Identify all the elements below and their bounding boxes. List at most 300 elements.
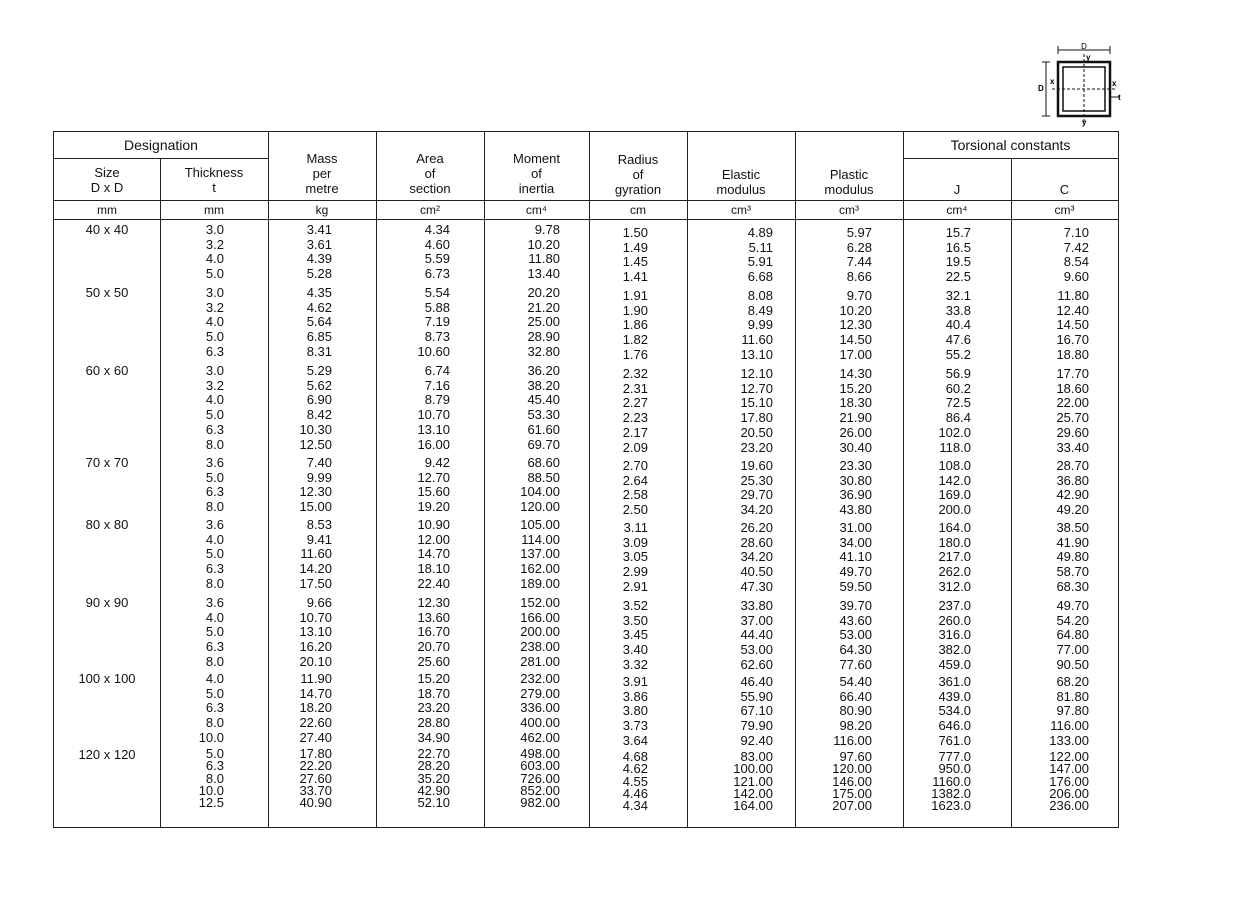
table-cell: 1.82 bbox=[622, 332, 648, 348]
table-cell: 3.91 bbox=[622, 674, 648, 689]
table-cell: 3.50 bbox=[622, 612, 648, 628]
table-cell: 1.86 bbox=[622, 317, 648, 333]
table-cell: 53.30 bbox=[527, 407, 560, 423]
table-cell: 166.00 bbox=[520, 609, 560, 625]
table-cell: 18.10 bbox=[417, 561, 450, 577]
table-cell: 49.70 bbox=[839, 564, 872, 580]
table-cell: 97.60 bbox=[839, 749, 872, 764]
unit-torsional-c: cm³ bbox=[1054, 203, 1075, 217]
table-cell: 41.90 bbox=[1056, 534, 1089, 550]
table-cell: 19.20 bbox=[417, 499, 450, 515]
table-cell: 238.00 bbox=[520, 639, 560, 655]
table-cell: 7.16 bbox=[424, 377, 450, 393]
table-cell: 175.00 bbox=[832, 785, 872, 801]
col-divider bbox=[589, 132, 590, 827]
table-cell: 92.40 bbox=[740, 732, 773, 748]
table-cell: 6.3 bbox=[205, 639, 224, 655]
table-cell: 5.64 bbox=[306, 314, 332, 330]
table-cell: 6.68 bbox=[747, 269, 773, 285]
table-cell: 31.00 bbox=[839, 520, 872, 535]
table-cell: 236.00 bbox=[1049, 798, 1089, 814]
table-cell: 5.54 bbox=[424, 285, 450, 300]
table-cell: 4.34 bbox=[622, 798, 648, 814]
table-cell: 3.6 bbox=[205, 595, 224, 610]
table-cell: 852.00 bbox=[520, 782, 560, 798]
section-properties-table bbox=[53, 131, 1119, 828]
table-cell: 439.0 bbox=[938, 688, 971, 704]
table-cell: 1.76 bbox=[622, 346, 648, 362]
unit-torsional-j: cm⁴ bbox=[946, 203, 968, 217]
table-cell: 19.5 bbox=[945, 254, 971, 270]
table-cell: 5.0 bbox=[205, 746, 224, 761]
table-cell: 17.80 bbox=[299, 746, 332, 761]
diagram-label-x-left: x bbox=[1050, 77, 1055, 86]
header-moment-1: Moment bbox=[513, 151, 560, 166]
table-cell: 14.50 bbox=[1056, 317, 1089, 333]
table-cell: 3.05 bbox=[622, 549, 648, 565]
table-cell: 5.28 bbox=[306, 266, 332, 282]
table-cell: 41.10 bbox=[839, 549, 872, 565]
table-cell: 90.50 bbox=[1056, 656, 1089, 672]
diagram-label-d-top: D bbox=[1081, 42, 1087, 51]
table-cell: 15.60 bbox=[417, 484, 450, 500]
table-cell: 1382.0 bbox=[931, 785, 971, 801]
table-cell: 4.0 bbox=[205, 671, 224, 686]
table-cell: 14.70 bbox=[299, 685, 332, 701]
table-cell: 23.20 bbox=[417, 700, 450, 716]
row-divider bbox=[54, 200, 1118, 201]
table-cell: 10.20 bbox=[839, 302, 872, 318]
table-cell: 30.80 bbox=[839, 472, 872, 488]
table-cell: 33.70 bbox=[299, 782, 332, 798]
table-cell: 108.0 bbox=[938, 458, 971, 473]
table-cell: 3.40 bbox=[622, 642, 648, 658]
table-cell: 55.90 bbox=[740, 688, 773, 704]
diagram-label-t: t bbox=[1118, 93, 1121, 102]
table-cell: 118.0 bbox=[939, 439, 971, 455]
header-area-2: of bbox=[424, 166, 436, 181]
table-cell: 6.73 bbox=[424, 266, 450, 282]
table-cell: 105.00 bbox=[520, 517, 560, 532]
table-cell: 18.60 bbox=[1056, 380, 1089, 396]
table-cell: 4.60 bbox=[424, 236, 450, 252]
table-cell: 49.70 bbox=[1056, 598, 1089, 613]
table-cell: 34.20 bbox=[740, 502, 773, 518]
table-cell: 12.70 bbox=[417, 469, 450, 485]
table-cell: 14.70 bbox=[417, 546, 450, 562]
table-cell: 68.60 bbox=[527, 455, 560, 470]
table-cell: 15.10 bbox=[740, 395, 773, 411]
table-cell: 950.0 bbox=[938, 761, 971, 777]
table-cell: 982.00 bbox=[520, 795, 560, 811]
size-label: 60 x 60 bbox=[85, 363, 129, 378]
table-cell: 152.00 bbox=[520, 595, 560, 610]
table-cell: 22.5 bbox=[945, 269, 971, 285]
table-cell: 5.97 bbox=[846, 225, 872, 240]
table-cell: 18.30 bbox=[839, 395, 872, 411]
table-cell: 116.00 bbox=[833, 732, 872, 748]
header-size-line2: D x D bbox=[90, 180, 124, 195]
table-cell: 17.00 bbox=[839, 346, 872, 362]
table-cell: 32.80 bbox=[527, 343, 560, 359]
table-cell: 36.80 bbox=[1056, 472, 1089, 488]
table-cell: 1623.0 bbox=[931, 798, 971, 814]
table-cell: 200.00 bbox=[520, 624, 560, 640]
table-cell: 382.0 bbox=[938, 642, 971, 658]
table-cell: 9.70 bbox=[846, 288, 872, 303]
table-cell: 42.90 bbox=[417, 782, 450, 798]
table-cell: 17.50 bbox=[299, 575, 332, 591]
table-cell: 102.0 bbox=[938, 424, 971, 440]
table-cell: 4.0 bbox=[205, 251, 224, 267]
table-cell: 27.40 bbox=[299, 729, 332, 745]
table-cell: 8.73 bbox=[424, 329, 450, 345]
table-cell: 83.00 bbox=[740, 749, 773, 764]
row-divider bbox=[54, 219, 1118, 220]
unit-moment: cm⁴ bbox=[525, 203, 548, 217]
table-cell: 2.91 bbox=[622, 578, 648, 594]
col-divider bbox=[160, 158, 161, 827]
row-divider bbox=[903, 158, 1118, 159]
header-plastic-2: modulus bbox=[824, 182, 874, 197]
table-cell: 56.9 bbox=[945, 366, 971, 381]
table-cell: 49.20 bbox=[1056, 502, 1089, 518]
table-cell: 38.50 bbox=[1056, 520, 1089, 535]
diagram-label-y-bottom: y bbox=[1082, 118, 1087, 127]
table-cell: 38.20 bbox=[527, 377, 560, 393]
table-cell: 54.40 bbox=[839, 674, 872, 689]
header-radius-3: gyration bbox=[614, 182, 662, 197]
table-cell: 40.4 bbox=[945, 317, 971, 333]
table-cell: 12.50 bbox=[299, 436, 332, 452]
table-cell: 6.3 bbox=[205, 700, 224, 716]
table-cell: 43.60 bbox=[839, 612, 872, 628]
header-area-3: section bbox=[409, 181, 451, 196]
table-cell: 8.0 bbox=[205, 770, 224, 786]
table-cell: 46.40 bbox=[740, 674, 773, 689]
table-cell: 2.64 bbox=[622, 472, 648, 488]
table-cell: 3.64 bbox=[622, 732, 648, 748]
table-cell: 232.00 bbox=[520, 671, 560, 686]
table-cell: 4.0 bbox=[205, 392, 224, 408]
table-cell: 3.6 bbox=[205, 517, 224, 532]
table-cell: 11.80 bbox=[1057, 288, 1089, 303]
table-cell: 316.0 bbox=[938, 627, 971, 643]
table-cell: 1.41 bbox=[622, 269, 648, 285]
table-cell: 77.60 bbox=[839, 656, 872, 672]
table-cell: 2.32 bbox=[622, 366, 648, 381]
size-label: 100 x 100 bbox=[78, 671, 136, 686]
table-cell: 3.45 bbox=[622, 627, 648, 643]
col-divider bbox=[903, 132, 904, 827]
table-cell: 4.34 bbox=[424, 222, 450, 237]
table-cell: 4.0 bbox=[205, 609, 224, 625]
table-cell: 47.6 bbox=[945, 332, 971, 348]
table-cell: 28.20 bbox=[417, 758, 450, 774]
table-cell: 43.80 bbox=[839, 502, 872, 518]
size-label: 120 x 120 bbox=[78, 747, 136, 762]
table-cell: 81.80 bbox=[1056, 688, 1089, 704]
table-cell: 33.40 bbox=[1056, 439, 1089, 455]
table-cell: 2.50 bbox=[622, 502, 648, 518]
table-cell: 10.30 bbox=[299, 421, 332, 437]
table-cell: 603.00 bbox=[520, 758, 560, 774]
table-cell: 6.90 bbox=[306, 392, 332, 408]
header-torsional: Torsional constants bbox=[950, 137, 1071, 153]
table-cell: 7.42 bbox=[1063, 239, 1089, 255]
table-cell: 72.5 bbox=[945, 395, 971, 411]
table-cell: 12.70 bbox=[740, 380, 773, 396]
table-cell: 142.0 bbox=[938, 472, 971, 488]
table-cell: 6.28 bbox=[846, 239, 872, 255]
table-cell: 5.91 bbox=[747, 254, 773, 270]
table-cell: 22.00 bbox=[1056, 395, 1089, 411]
table-cell: 45.40 bbox=[527, 392, 560, 408]
table-cell: 52.10 bbox=[417, 795, 450, 811]
table-cell: 54.20 bbox=[1056, 612, 1089, 628]
table-cell: 120.00 bbox=[832, 761, 872, 777]
table-cell: 4.62 bbox=[622, 761, 648, 777]
table-cell: 7.10 bbox=[1063, 225, 1089, 240]
table-cell: 5.0 bbox=[205, 266, 224, 282]
table-cell: 1.49 bbox=[622, 239, 648, 255]
header-mass-1: Mass bbox=[306, 151, 338, 166]
table-cell: 9.41 bbox=[306, 531, 332, 547]
table-cell: 361.0 bbox=[938, 674, 971, 689]
table-cell: 176.00 bbox=[1049, 773, 1089, 789]
table-cell: 2.09 bbox=[622, 439, 648, 455]
header-mass-3: metre bbox=[305, 181, 339, 196]
table-cell: 37.00 bbox=[740, 612, 773, 628]
table-cell: 34.90 bbox=[417, 729, 450, 745]
table-cell: 281.00 bbox=[520, 653, 560, 669]
rhs-section-diagram bbox=[1030, 40, 1130, 130]
table-cell: 8.0 bbox=[205, 499, 224, 515]
table-cell: 5.88 bbox=[424, 299, 450, 315]
header-plastic-1: Plastic bbox=[829, 167, 869, 182]
table-cell: 60.2 bbox=[945, 380, 971, 396]
table-cell: 64.30 bbox=[839, 642, 872, 658]
table-cell: 200.0 bbox=[938, 502, 971, 518]
table-cell: 1.91 bbox=[622, 288, 648, 303]
table-cell: 26.00 bbox=[839, 424, 872, 440]
table-cell: 35.20 bbox=[417, 770, 450, 786]
table-cell: 162.00 bbox=[520, 561, 560, 577]
table-cell: 44.40 bbox=[740, 627, 773, 643]
table-cell: 55.2 bbox=[945, 346, 971, 362]
size-label: 70 x 70 bbox=[85, 455, 129, 470]
table-cell: 34.20 bbox=[740, 549, 773, 565]
table-cell: 42.90 bbox=[1056, 487, 1089, 503]
table-cell: 16.70 bbox=[417, 624, 450, 640]
unit-mass: kg bbox=[315, 203, 329, 217]
table-cell: 5.0 bbox=[205, 624, 224, 640]
table-cell: 122.00 bbox=[1049, 749, 1089, 764]
unit-plastic: cm³ bbox=[839, 203, 859, 217]
table-cell: 207.00 bbox=[832, 798, 872, 814]
header-size-line1: Size bbox=[94, 165, 120, 180]
table-cell: 27.60 bbox=[299, 770, 332, 786]
table-cell: 86.4 bbox=[945, 410, 971, 426]
table-cell: 29.70 bbox=[740, 487, 773, 503]
table-cell: 100.00 bbox=[733, 761, 773, 777]
table-cell: 312.0 bbox=[938, 578, 971, 594]
table-cell: 30.40 bbox=[839, 439, 872, 455]
table-cell: 9.66 bbox=[306, 595, 332, 610]
table-cell: 5.0 bbox=[205, 685, 224, 701]
table-cell: 116.00 bbox=[1050, 718, 1089, 734]
table-cell: 22.70 bbox=[417, 746, 450, 761]
table-cell: 15.00 bbox=[299, 499, 332, 515]
table-cell: 12.10 bbox=[740, 366, 773, 381]
table-cell: 8.66 bbox=[846, 269, 872, 285]
table-cell: 3.61 bbox=[306, 236, 332, 252]
table-cell: 462.00 bbox=[520, 729, 560, 745]
table-cell: 11.60 bbox=[300, 546, 332, 562]
table-cell: 4.62 bbox=[306, 299, 332, 315]
table-cell: 12.40 bbox=[1056, 302, 1089, 318]
table-cell: 28.60 bbox=[740, 534, 773, 550]
table-cell: 53.00 bbox=[740, 642, 773, 658]
table-cell: 8.08 bbox=[747, 288, 773, 303]
table-cell: 20.70 bbox=[417, 639, 450, 655]
table-cell: 646.0 bbox=[938, 718, 971, 734]
table-cell: 164.00 bbox=[733, 798, 773, 814]
table-cell: 17.80 bbox=[740, 410, 773, 426]
size-label: 50 x 50 bbox=[85, 285, 129, 300]
table-cell: 29.60 bbox=[1056, 424, 1089, 440]
table-cell: 2.58 bbox=[622, 487, 648, 503]
table-cell: 6.74 bbox=[424, 363, 450, 378]
table-cell: 6.3 bbox=[205, 343, 224, 359]
table-cell: 8.0 bbox=[205, 715, 224, 731]
table-cell: 12.5 bbox=[198, 795, 224, 811]
table-cell: 336.00 bbox=[520, 700, 560, 716]
table-cell: 2.31 bbox=[622, 380, 648, 396]
table-cell: 3.0 bbox=[205, 363, 224, 378]
table-cell: 18.70 bbox=[417, 685, 450, 701]
table-cell: 33.80 bbox=[740, 598, 773, 613]
table-cell: 10.20 bbox=[527, 236, 560, 252]
table-cell: 5.0 bbox=[205, 469, 224, 485]
table-cell: 8.42 bbox=[306, 407, 332, 423]
size-label: 80 x 80 bbox=[85, 517, 129, 532]
table-cell: 97.80 bbox=[1056, 703, 1089, 719]
table-cell: 5.0 bbox=[205, 329, 224, 345]
table-cell: 9.60 bbox=[1063, 269, 1089, 285]
size-label: 40 x 40 bbox=[85, 222, 129, 237]
table-cell: 3.0 bbox=[205, 285, 224, 300]
table-cell: 98.20 bbox=[839, 718, 872, 734]
header-thickness-line2: t bbox=[212, 180, 216, 195]
table-cell: 13.60 bbox=[417, 609, 450, 625]
table-cell: 25.30 bbox=[740, 472, 773, 488]
table-cell: 80.90 bbox=[839, 703, 872, 719]
table-cell: 260.0 bbox=[938, 612, 971, 628]
table-cell: 66.40 bbox=[839, 688, 872, 704]
table-cell: 33.8 bbox=[945, 302, 971, 318]
col-divider bbox=[484, 132, 485, 827]
table-cell: 61.60 bbox=[527, 421, 560, 437]
table-cell: 3.0 bbox=[205, 222, 224, 237]
table-cell: 22.40 bbox=[417, 575, 450, 591]
table-cell: 39.70 bbox=[839, 598, 872, 613]
table-cell: 21.20 bbox=[527, 299, 560, 315]
col-divider bbox=[376, 132, 377, 827]
table-cell: 36.90 bbox=[839, 487, 872, 503]
table-cell: 40.90 bbox=[299, 795, 332, 811]
unit-area: cm² bbox=[420, 203, 440, 217]
table-cell: 69.70 bbox=[527, 436, 560, 452]
table-cell: 10.70 bbox=[299, 609, 332, 625]
table-cell: 26.20 bbox=[740, 520, 773, 535]
table-cell: 28.90 bbox=[527, 329, 560, 345]
table-cell: 459.0 bbox=[938, 656, 971, 672]
table-cell: 4.35 bbox=[306, 285, 332, 300]
table-cell: 5.11 bbox=[748, 239, 773, 255]
table-cell: 6.3 bbox=[205, 484, 224, 500]
table-cell: 77.00 bbox=[1056, 642, 1089, 658]
header-torsional-c: C bbox=[1059, 182, 1070, 197]
unit-thickness: mm bbox=[204, 203, 224, 217]
table-cell: 7.40 bbox=[306, 455, 332, 470]
table-cell: 12.30 bbox=[839, 317, 872, 333]
table-cell: 2.23 bbox=[622, 410, 648, 426]
col-divider bbox=[795, 132, 796, 827]
table-cell: 8.31 bbox=[306, 343, 332, 359]
table-cell: 4.55 bbox=[622, 773, 648, 789]
table-cell: 400.00 bbox=[520, 715, 560, 731]
table-cell: 9.78 bbox=[534, 222, 560, 237]
table-cell: 10.60 bbox=[417, 343, 450, 359]
table-cell: 18.20 bbox=[299, 700, 332, 716]
table-cell: 1.90 bbox=[622, 302, 648, 318]
table-cell: 10.70 bbox=[417, 407, 450, 423]
table-cell: 14.50 bbox=[839, 332, 872, 348]
table-cell: 114.00 bbox=[521, 531, 560, 547]
table-cell: 25.70 bbox=[1056, 410, 1089, 426]
table-cell: 58.70 bbox=[1056, 564, 1089, 580]
table-cell: 8.49 bbox=[747, 302, 773, 318]
table-cell: 13.10 bbox=[417, 421, 450, 437]
table-cell: 104.00 bbox=[520, 484, 560, 500]
table-cell: 14.20 bbox=[299, 561, 332, 577]
table-cell: 53.00 bbox=[839, 627, 872, 643]
header-torsional-j: J bbox=[953, 182, 961, 197]
table-cell: 10.0 bbox=[198, 782, 224, 798]
table-cell: 2.99 bbox=[622, 564, 648, 580]
table-cell: 67.10 bbox=[740, 703, 773, 719]
table-cell: 9.99 bbox=[306, 469, 332, 485]
table-cell: 534.0 bbox=[938, 703, 971, 719]
table-cell: 5.59 bbox=[424, 251, 450, 267]
diagram-label-y-top: y bbox=[1086, 53, 1091, 62]
header-elastic-1: Elastic bbox=[721, 167, 761, 182]
table-cell: 22.20 bbox=[299, 758, 332, 774]
diagram-label-x-right: x bbox=[1112, 79, 1117, 88]
table-cell: 19.60 bbox=[740, 458, 773, 473]
table-cell: 4.0 bbox=[205, 314, 224, 330]
header-mass-2: per bbox=[312, 166, 332, 181]
table-cell: 279.00 bbox=[520, 685, 560, 701]
table-cell: 3.41 bbox=[306, 222, 332, 237]
table-cell: 16.5 bbox=[945, 239, 971, 255]
table-cell: 16.70 bbox=[1056, 332, 1089, 348]
table-cell: 777.0 bbox=[938, 749, 971, 764]
table-cell: 761.0 bbox=[938, 732, 971, 748]
table-cell: 3.11 bbox=[623, 520, 648, 535]
table-cell: 6.3 bbox=[205, 561, 224, 577]
